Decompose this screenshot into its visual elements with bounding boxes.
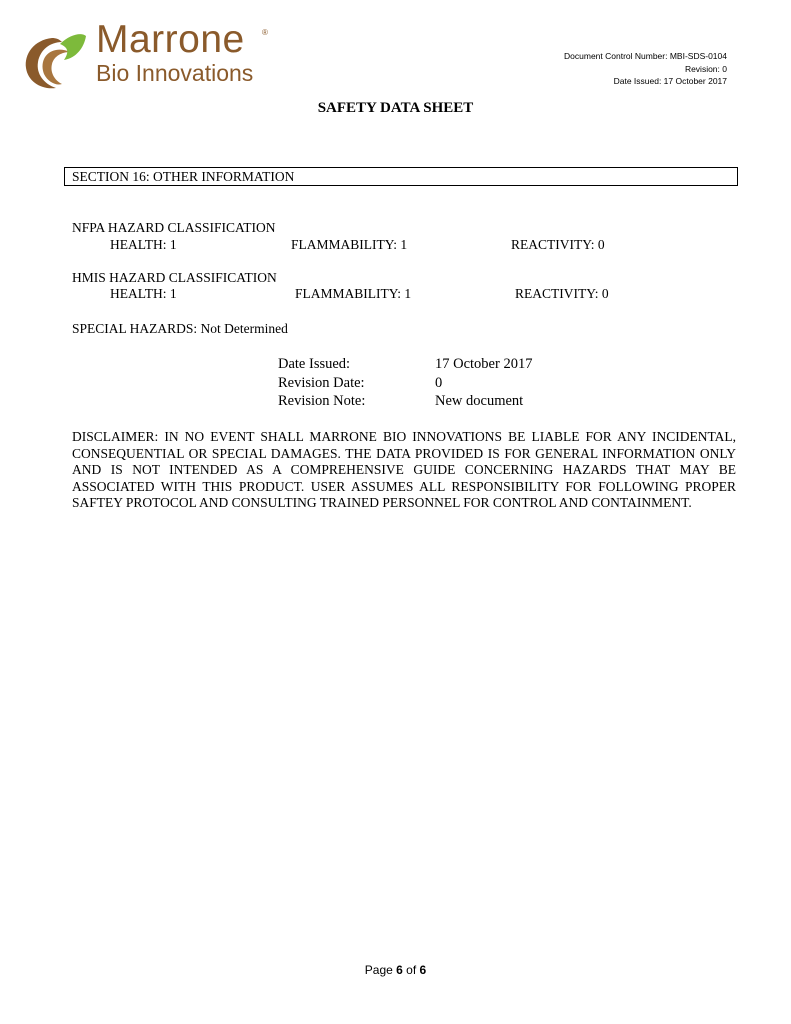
disclaimer: DISCLAIMER: IN NO EVENT SHALL MARRONE BIO INNOVATIONS BE LIABLE FOR ANY INCIDENTAL, CONSEQUENTIAL OR SPECIAL DAMAGES. THE DATA PROVIDED IS FOR GENERAL INFORMATION ONLY AND IS NOT INTENDED AS A COMPREHENSIVE GUIDE CONCERNING HAZARDS THAT MAY BE ASSOCIATED WITH THIS PRODUCT. USER ASSUMES ALL RESPONSIBILITY FOR FOLLOWING PROPER SAFTEY PROTOCOL AND CONSULTING TRAINED PERSONNEL FOR CONTROL AND CONTAINMENT. xyxy=(72,429,736,511)
hmis-flammability: FLAMMABILITY: 1 xyxy=(295,286,412,301)
page-word: Page xyxy=(364,963,393,977)
nfpa-heading: NFPA HAZARD CLASSIFICATION xyxy=(72,220,276,235)
page-footer xyxy=(0,963,791,977)
hmis-heading: HMIS HAZARD CLASSIFICATION xyxy=(72,270,277,285)
brand-subname: Bio Innovations xyxy=(96,60,254,86)
leaf-logo-icon xyxy=(22,30,88,92)
document-meta xyxy=(564,50,727,88)
revision-note-value: New document xyxy=(435,393,524,409)
nfpa-reactivity: REACTIVITY: 0 xyxy=(511,237,605,252)
date-issued-value: 17 October 2017 xyxy=(435,356,533,372)
hmis-health: HEALTH: 1 xyxy=(110,286,177,301)
nfpa-flammability: FLAMMABILITY: 1 xyxy=(291,237,408,252)
nfpa-health: HEALTH: 1 xyxy=(110,237,177,252)
revision-date-value: 0 xyxy=(435,375,443,391)
revision-date-label: Revision Date: xyxy=(278,375,365,391)
page-current: 6 xyxy=(396,963,403,977)
doc-control-number: Document Control Number: MBI-SDS-0104 xyxy=(564,51,727,61)
brand-name: Marrone xyxy=(96,18,245,61)
date-issued-label: Date Issued: xyxy=(278,356,351,372)
section-heading: SECTION 16: OTHER INFORMATION xyxy=(64,167,738,186)
page-total: 6 xyxy=(419,963,427,977)
company-logo xyxy=(22,18,282,94)
doc-date-issued: Date Issued: 17 October 2017 xyxy=(613,76,727,86)
hmis-reactivity: REACTIVITY: 0 xyxy=(515,286,609,301)
doc-revision: Revision: 0 xyxy=(684,63,727,74)
registered-mark: ® xyxy=(262,28,268,37)
of-word: of xyxy=(406,963,417,977)
page-title: SAFETY DATA SHEET xyxy=(317,100,474,116)
revision-note-label: Revision Note: xyxy=(278,393,366,409)
special-hazards: SPECIAL HAZARDS: Not Determined xyxy=(72,321,288,336)
